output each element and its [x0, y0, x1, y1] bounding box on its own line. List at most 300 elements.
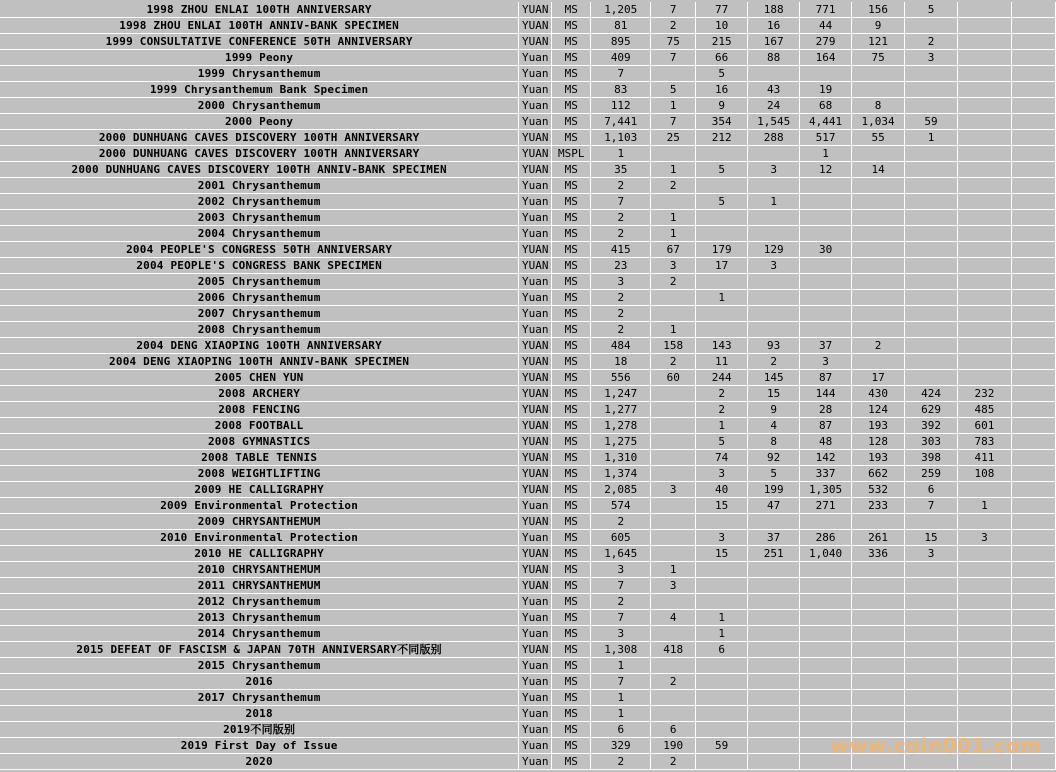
cell-total: 7 — [591, 194, 651, 210]
cell-grade: MS — [552, 610, 591, 626]
cell-c3: 167 — [748, 34, 800, 50]
cell-c6 — [905, 338, 958, 354]
cell-c6 — [905, 626, 958, 642]
table-row — [0, 242, 1056, 258]
cell-c3: 1,545 — [748, 114, 800, 130]
cell-total: 329 — [591, 738, 651, 754]
cell-unit: YUAN — [519, 242, 552, 258]
cell-c6 — [905, 210, 958, 226]
cell-grade: MS — [552, 498, 591, 514]
cell-c1 — [651, 386, 696, 402]
cell-total: 2 — [591, 210, 651, 226]
cell-c4: 517 — [800, 130, 852, 146]
cell-c7 — [958, 322, 1012, 338]
cell-c7 — [958, 706, 1012, 722]
cell-grade: MS — [552, 466, 591, 482]
cell-c4 — [800, 178, 852, 194]
cell-grade: MS — [552, 642, 591, 658]
cell-c8 — [1011, 130, 1055, 146]
cell-name: 2008 FENCING — [0, 402, 519, 418]
cell-name: 1999 Chrysanthemum — [0, 66, 519, 82]
cell-grade: MS — [552, 274, 591, 290]
cell-grade: MS — [552, 210, 591, 226]
cell-c1 — [651, 530, 696, 546]
cell-c3: 2 — [748, 354, 800, 370]
cell-c6: 629 — [905, 402, 958, 418]
cell-name: 2010 CHRYSANTHEMUM — [0, 562, 519, 578]
cell-c1: 3 — [651, 578, 696, 594]
cell-c6 — [905, 226, 958, 242]
cell-c6: 398 — [905, 450, 958, 466]
cell-c3: 24 — [748, 98, 800, 114]
cell-c8 — [1011, 434, 1055, 450]
cell-name: 2008 GYMNASTICS — [0, 434, 519, 450]
cell-c1 — [651, 514, 696, 530]
cell-c2 — [696, 578, 748, 594]
table-row — [0, 658, 1056, 674]
cell-c3 — [748, 658, 800, 674]
cell-name: 1999 Peony — [0, 50, 519, 66]
table-row — [0, 290, 1056, 306]
cell-c8 — [1011, 418, 1055, 434]
cell-c1: 75 — [651, 34, 696, 50]
cell-c4: 164 — [800, 50, 852, 66]
cell-total: 409 — [591, 50, 651, 66]
cell-c1: 2 — [651, 354, 696, 370]
cell-c4: 4,441 — [800, 114, 852, 130]
cell-c2: 354 — [696, 114, 748, 130]
cell-grade: MS — [552, 130, 591, 146]
cell-c6 — [905, 594, 958, 610]
cell-grade: MS — [552, 2, 591, 18]
cell-c7: 232 — [958, 386, 1012, 402]
cell-grade: MS — [552, 226, 591, 242]
cell-c1 — [651, 306, 696, 322]
cell-name: 2009 Environmental Protection — [0, 498, 519, 514]
cell-c6 — [905, 66, 958, 82]
cell-total: 112 — [591, 98, 651, 114]
data-table — [0, 2, 1056, 770]
cell-unit: Yuan — [519, 754, 552, 770]
cell-name: 2004 DENG XIAOPING 100TH ANNIVERSARY — [0, 338, 519, 354]
table-row — [0, 82, 1056, 98]
cell-c8 — [1011, 514, 1055, 530]
cell-unit: Yuan — [519, 66, 552, 82]
cell-unit: Yuan — [519, 594, 552, 610]
cell-c8 — [1011, 578, 1055, 594]
cell-unit: Yuan — [519, 306, 552, 322]
cell-c4: 87 — [800, 418, 852, 434]
cell-c4 — [800, 210, 852, 226]
cell-c1 — [651, 658, 696, 674]
cell-name: 2004 Chrysanthemum — [0, 226, 519, 242]
cell-c3 — [748, 706, 800, 722]
cell-c7 — [958, 146, 1012, 162]
cell-name: 2012 Chrysanthemum — [0, 594, 519, 610]
cell-c7 — [958, 50, 1012, 66]
cell-c1 — [651, 498, 696, 514]
cell-c1 — [651, 626, 696, 642]
cell-c2: 1 — [696, 418, 748, 434]
cell-unit: Yuan — [519, 82, 552, 98]
cell-name: 2002 Chrysanthemum — [0, 194, 519, 210]
cell-name: 2020 — [0, 754, 519, 770]
cell-c2: 2 — [696, 386, 748, 402]
cell-c4 — [800, 626, 852, 642]
cell-c6 — [905, 690, 958, 706]
cell-total: 1,247 — [591, 386, 651, 402]
cell-total: 1 — [591, 690, 651, 706]
table-row — [0, 370, 1056, 386]
cell-c5: 1,034 — [852, 114, 905, 130]
cell-c1: 7 — [651, 114, 696, 130]
cell-c3: 92 — [748, 450, 800, 466]
cell-c3 — [748, 306, 800, 322]
cell-c5 — [852, 674, 905, 690]
cell-name: 2009 CHRYSANTHEMUM — [0, 514, 519, 530]
cell-c1 — [651, 66, 696, 82]
cell-c3: 47 — [748, 498, 800, 514]
cell-c3: 199 — [748, 482, 800, 498]
cell-c5: 124 — [852, 402, 905, 418]
cell-total: 1 — [591, 706, 651, 722]
cell-c7 — [958, 514, 1012, 530]
cell-grade: MS — [552, 178, 591, 194]
cell-unit: Yuan — [519, 114, 552, 130]
table-row — [0, 562, 1056, 578]
cell-c2: 9 — [696, 98, 748, 114]
table-row — [0, 322, 1056, 338]
cell-total: 1,645 — [591, 546, 651, 562]
cell-c6 — [905, 514, 958, 530]
cell-c5 — [852, 82, 905, 98]
cell-c6 — [905, 578, 958, 594]
cell-c4: 337 — [800, 466, 852, 482]
cell-total: 18 — [591, 354, 651, 370]
cell-c8 — [1011, 498, 1055, 514]
cell-unit: YUAN — [519, 34, 552, 50]
cell-unit: YUAN — [519, 466, 552, 482]
cell-c7: 601 — [958, 418, 1012, 434]
cell-name: 2001 Chrysanthemum — [0, 178, 519, 194]
table-row — [0, 546, 1056, 562]
cell-name: 2007 Chrysanthemum — [0, 306, 519, 322]
cell-c2: 1 — [696, 290, 748, 306]
table-row — [0, 66, 1056, 82]
cell-c6: 259 — [905, 466, 958, 482]
cell-c8 — [1011, 18, 1055, 34]
cell-c4 — [800, 610, 852, 626]
cell-total: 1,275 — [591, 434, 651, 450]
cell-c1 — [651, 690, 696, 706]
cell-c5 — [852, 610, 905, 626]
cell-c3: 4 — [748, 418, 800, 434]
cell-c5: 156 — [852, 2, 905, 18]
table-row — [0, 514, 1056, 530]
cell-c2 — [696, 690, 748, 706]
cell-total: 1,374 — [591, 466, 651, 482]
table-row — [0, 338, 1056, 354]
table-row — [0, 34, 1056, 50]
cell-unit: Yuan — [519, 674, 552, 690]
cell-c6: 1 — [905, 130, 958, 146]
cell-grade: MS — [552, 434, 591, 450]
cell-c3: 9 — [748, 402, 800, 418]
cell-c7 — [958, 354, 1012, 370]
cell-c3: 15 — [748, 386, 800, 402]
cell-c7: 783 — [958, 434, 1012, 450]
cell-c4: 144 — [800, 386, 852, 402]
cell-c4: 271 — [800, 498, 852, 514]
cell-grade: MS — [552, 402, 591, 418]
cell-c3 — [748, 210, 800, 226]
cell-total: 2 — [591, 514, 651, 530]
cell-total: 7 — [591, 674, 651, 690]
table-row — [0, 610, 1056, 626]
cell-c7 — [958, 98, 1012, 114]
table-row — [0, 146, 1056, 162]
cell-unit: YUAN — [519, 18, 552, 34]
cell-c2: 3 — [696, 466, 748, 482]
cell-total: 605 — [591, 530, 651, 546]
cell-unit: YUAN — [519, 146, 552, 162]
cell-c3: 3 — [748, 258, 800, 274]
cell-c1: 4 — [651, 610, 696, 626]
cell-name: 1998 ZHOU ENLAI 100TH ANNIV-BANK SPECIMEN — [0, 18, 519, 34]
cell-total: 895 — [591, 34, 651, 50]
table-row — [0, 530, 1056, 546]
cell-name: 2010 Environmental Protection — [0, 530, 519, 546]
cell-c7 — [958, 482, 1012, 498]
cell-c2: 3 — [696, 530, 748, 546]
cell-c8 — [1011, 610, 1055, 626]
table-row — [0, 194, 1056, 210]
cell-c5: 14 — [852, 162, 905, 178]
cell-c5 — [852, 258, 905, 274]
cell-c6 — [905, 642, 958, 658]
cell-c8 — [1011, 34, 1055, 50]
cell-unit: YUAN — [519, 162, 552, 178]
cell-total: 1,278 — [591, 418, 651, 434]
cell-c2: 215 — [696, 34, 748, 50]
cell-c2: 2 — [696, 402, 748, 418]
cell-unit: YUAN — [519, 482, 552, 498]
cell-grade: MS — [552, 194, 591, 210]
cell-total: 1,103 — [591, 130, 651, 146]
cell-unit: YUAN — [519, 546, 552, 562]
cell-c4: 44 — [800, 18, 852, 34]
cell-c3 — [748, 66, 800, 82]
cell-grade: MS — [552, 658, 591, 674]
cell-c5: 336 — [852, 546, 905, 562]
table-row — [0, 2, 1056, 18]
cell-name: 2006 Chrysanthemum — [0, 290, 519, 306]
cell-c4 — [800, 226, 852, 242]
table-row — [0, 18, 1056, 34]
cell-c1 — [651, 290, 696, 306]
cell-c7: 485 — [958, 402, 1012, 418]
cell-c5 — [852, 562, 905, 578]
cell-name: 2000 Peony — [0, 114, 519, 130]
cell-c1: 1 — [651, 210, 696, 226]
cell-c1 — [651, 146, 696, 162]
cell-grade: MS — [552, 50, 591, 66]
cell-c3 — [748, 754, 800, 770]
table-row — [0, 130, 1056, 146]
cell-c2: 10 — [696, 18, 748, 34]
cell-c8 — [1011, 114, 1055, 130]
cell-c1: 60 — [651, 370, 696, 386]
cell-total: 81 — [591, 18, 651, 34]
cell-c4: 87 — [800, 370, 852, 386]
cell-c2: 66 — [696, 50, 748, 66]
cell-c2: 6 — [696, 642, 748, 658]
cell-c3 — [748, 562, 800, 578]
cell-c5: 193 — [852, 450, 905, 466]
cell-c6: 5 — [905, 2, 958, 18]
cell-grade: MS — [552, 114, 591, 130]
cell-c1: 418 — [651, 642, 696, 658]
cell-grade: MS — [552, 66, 591, 82]
cell-c3: 145 — [748, 370, 800, 386]
cell-total: 7 — [591, 578, 651, 594]
cell-name: 2017 Chrysanthemum — [0, 690, 519, 706]
cell-c2 — [696, 722, 748, 738]
cell-c5 — [852, 210, 905, 226]
cell-total: 83 — [591, 82, 651, 98]
cell-unit: YUAN — [519, 338, 552, 354]
watermark: www.coin001.com — [830, 734, 1042, 758]
table-row — [0, 434, 1056, 450]
cell-c6 — [905, 562, 958, 578]
cell-c8 — [1011, 370, 1055, 386]
cell-c2 — [696, 658, 748, 674]
cell-unit: Yuan — [519, 274, 552, 290]
cell-c2: 212 — [696, 130, 748, 146]
cell-c2 — [696, 274, 748, 290]
cell-c3 — [748, 274, 800, 290]
cell-total: 3 — [591, 562, 651, 578]
table-row — [0, 594, 1056, 610]
cell-c8 — [1011, 146, 1055, 162]
cell-grade: MS — [552, 258, 591, 274]
cell-c3: 37 — [748, 530, 800, 546]
cell-grade: MS — [552, 482, 591, 498]
cell-c6 — [905, 370, 958, 386]
cell-c1 — [651, 706, 696, 722]
cell-unit: Yuan — [519, 626, 552, 642]
cell-c7 — [958, 562, 1012, 578]
cell-c1 — [651, 434, 696, 450]
cell-grade: MS — [552, 418, 591, 434]
cell-c4: 3 — [800, 354, 852, 370]
cell-c7 — [958, 258, 1012, 274]
cell-c5: 9 — [852, 18, 905, 34]
cell-c6 — [905, 274, 958, 290]
cell-total: 1,205 — [591, 2, 651, 18]
cell-c6 — [905, 322, 958, 338]
cell-total: 23 — [591, 258, 651, 274]
cell-c6 — [905, 354, 958, 370]
cell-total: 415 — [591, 242, 651, 258]
cell-c7 — [958, 274, 1012, 290]
cell-c7 — [958, 34, 1012, 50]
cell-c8 — [1011, 274, 1055, 290]
cell-name: 2008 WEIGHTLIFTING — [0, 466, 519, 482]
cell-c5: 193 — [852, 418, 905, 434]
cell-c5 — [852, 194, 905, 210]
table-row — [0, 402, 1056, 418]
cell-name: 2008 ARCHERY — [0, 386, 519, 402]
cell-c1 — [651, 418, 696, 434]
cell-unit: Yuan — [519, 610, 552, 626]
cell-c7 — [958, 690, 1012, 706]
cell-name: 2004 PEOPLE'S CONGRESS 50TH ANNIVERSARY — [0, 242, 519, 258]
cell-name: 2015 Chrysanthemum — [0, 658, 519, 674]
cell-c7 — [958, 370, 1012, 386]
cell-unit: Yuan — [519, 210, 552, 226]
cell-c1: 25 — [651, 130, 696, 146]
cell-c7: 411 — [958, 450, 1012, 466]
table-row — [0, 226, 1056, 242]
cell-c8 — [1011, 98, 1055, 114]
cell-c3 — [748, 722, 800, 738]
cell-c4: 37 — [800, 338, 852, 354]
cell-c3: 129 — [748, 242, 800, 258]
cell-c6 — [905, 258, 958, 274]
cell-c5 — [852, 578, 905, 594]
cell-c3 — [748, 514, 800, 530]
cell-c4: 30 — [800, 242, 852, 258]
cell-c7: 1 — [958, 498, 1012, 514]
cell-name: 2019 First Day of Issue — [0, 738, 519, 754]
cell-c7 — [958, 610, 1012, 626]
cell-c3 — [748, 594, 800, 610]
cell-c6 — [905, 146, 958, 162]
table-row — [0, 50, 1056, 66]
cell-c8 — [1011, 322, 1055, 338]
cell-c3 — [748, 690, 800, 706]
cell-c4: 286 — [800, 530, 852, 546]
cell-grade: MS — [552, 18, 591, 34]
cell-unit: Yuan — [519, 290, 552, 306]
cell-c4 — [800, 514, 852, 530]
cell-c1: 2 — [651, 754, 696, 770]
cell-c2: 16 — [696, 82, 748, 98]
cell-c5 — [852, 514, 905, 530]
cell-unit: YUAN — [519, 562, 552, 578]
table-row — [0, 354, 1056, 370]
cell-c4: 12 — [800, 162, 852, 178]
cell-name: 2008 TABLE TENNIS — [0, 450, 519, 466]
cell-name: 2000 DUNHUANG CAVES DISCOVERY 100TH ANNIV-BANK SPECIMEN — [0, 162, 519, 178]
cell-unit: YUAN — [519, 2, 552, 18]
cell-c5 — [852, 146, 905, 162]
cell-grade: MS — [552, 242, 591, 258]
cell-c8 — [1011, 562, 1055, 578]
table-row — [0, 162, 1056, 178]
cell-c1: 2 — [651, 674, 696, 690]
cell-c7 — [958, 290, 1012, 306]
cell-grade: MSPL — [552, 146, 591, 162]
cell-c8 — [1011, 690, 1055, 706]
cell-c1: 1 — [651, 226, 696, 242]
cell-c7 — [958, 338, 1012, 354]
cell-name: 2003 Chrysanthemum — [0, 210, 519, 226]
cell-total: 2 — [591, 322, 651, 338]
cell-c2 — [696, 514, 748, 530]
cell-c6 — [905, 18, 958, 34]
